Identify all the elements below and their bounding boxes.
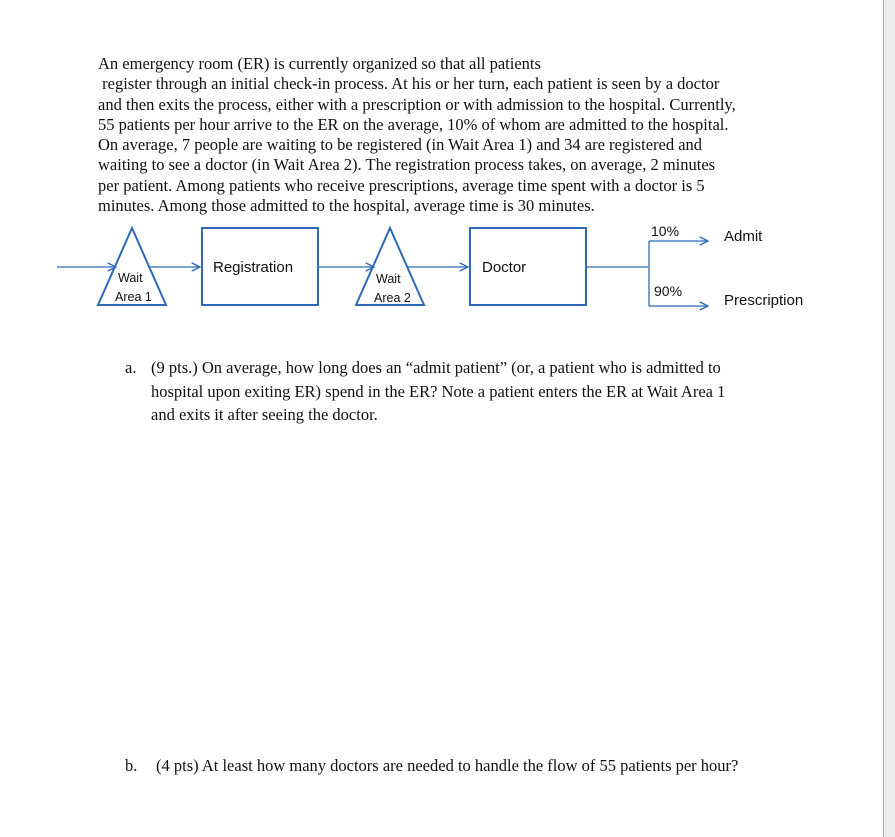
question-line: (4 pts) At least how many doctors are needed to handle the flow of 55 patients per hour? [156,756,739,775]
statement-line: On average, 7 people are waiting to be registered (in Wait Area 1) and 34 are registered and [98,135,703,155]
wait-area-1-label-line2: Area 1 [115,290,152,304]
question-line: hospital upon exiting ER) spend in the ER? Note a patient enters the ER at Wait Area 1 [151,381,726,401]
admit-label: Admit [724,228,763,245]
question-line: (9 pts.) On average, how long does an “admit patient” (or, a patient who is admitted to [151,358,721,377]
statement-line: register through an initial check-in process. At his or her turn, each patient is seen by a doctor [98,74,720,94]
question-marker: a. [125,358,137,377]
statement-line: minutes. Among those admitted to the hospital, average time is 30 minutes. [98,196,595,216]
admit-percent: 10% [651,223,680,239]
question-b [125,754,739,778]
question-line: and exits it after seeing the doctor. [151,405,378,424]
statement-line: per patient. Among patients who receive prescriptions, average time spent with a doctor is 5 [98,175,705,195]
statement-line: An emergency room (ER) is currently organized so that all patients [98,54,541,73]
wait-area-1-label-line1: Wait [118,271,143,285]
doctor-label: Doctor [482,259,527,276]
wait-area-2-label-line1: Wait [376,272,401,286]
process-flow-diagram [0,0,895,340]
prescription-percent: 90% [654,283,683,299]
question-a [125,356,726,427]
statement-line: 55 patients per hour arrive to the ER on the average, 10% of whom are admitted to the hospital. [98,114,729,134]
registration-label: Registration [213,259,294,276]
prescription-label: Prescription [724,292,804,309]
question-marker: b. [125,756,138,775]
statement-line: waiting to see a doctor (in Wait Area 2). The registration process takes, on average, 2 minutes [98,155,716,175]
statement-line: and then exits the process, either with a prescription or with admission to the hospital. Currently, [98,94,736,114]
wait-area-2-label-line2: Area 2 [374,291,411,305]
